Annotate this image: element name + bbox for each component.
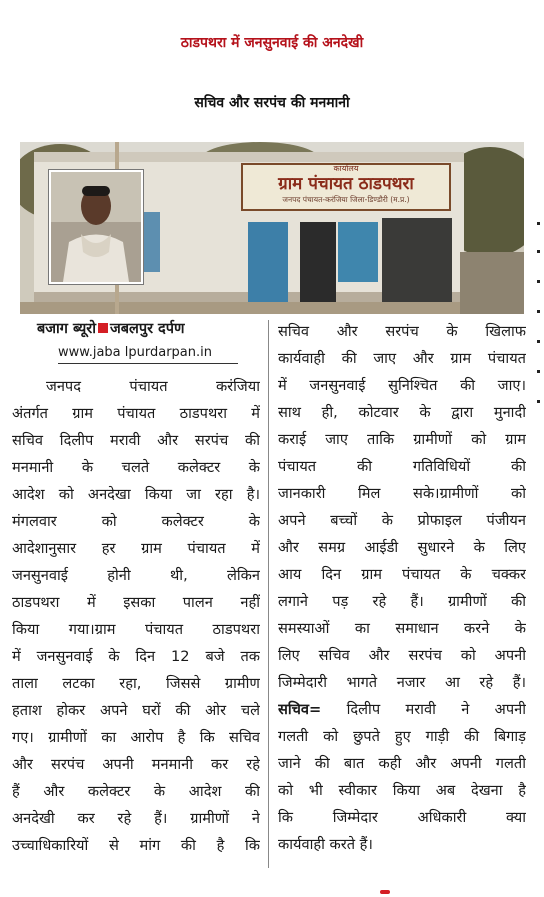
reporter-inset-photo bbox=[49, 170, 143, 284]
text-line: में जनसुनवाई सुनिश्चित की जाए। bbox=[278, 377, 526, 394]
text-line: जानकारी मिल सके।ग्रामीणों को bbox=[278, 485, 526, 502]
text-line: अपने बच्चों के प्रोफाइल पंजीयन bbox=[278, 512, 526, 529]
sign-line-2: ग्राम पंचायत ठाडपथरा bbox=[278, 174, 414, 194]
article-left-column bbox=[12, 373, 260, 859]
text-line: मंगलवार को कलेक्टर के bbox=[12, 513, 260, 530]
text-line: मनमानी के चलते कलेक्टर के bbox=[12, 459, 260, 476]
text-line: ठाडपथरा में इसका पालन नहीं bbox=[12, 594, 260, 611]
text-line: आय दिन ग्राम पंचायत के चक्कर bbox=[278, 566, 526, 583]
text-line: और समग्र आईडी सुधारने के लिए bbox=[278, 539, 526, 556]
text-line: और सरपंच अपनी मनमानी कर रहे bbox=[12, 756, 260, 773]
lead-rest: दिलीप मरावी ने अपनी bbox=[321, 701, 526, 718]
text-line: लगाने पड़ रहे हैं। ग्रामीणों की bbox=[278, 593, 526, 610]
text-line: कि जिम्मेदार अधिकारी क्या bbox=[278, 809, 526, 826]
text-line: हैं और कलेक्टर के आदेश की bbox=[12, 783, 260, 800]
red-square-icon bbox=[98, 323, 108, 333]
text-line: पंचायत की गतिविधियों की bbox=[278, 458, 526, 475]
byline-bureau: बजाग ब्यूरो bbox=[37, 321, 96, 337]
text-line: लिए सचिव और सरपंच को अपनी bbox=[278, 647, 526, 664]
text-line: में जनसुनवाई के दिन 12 बजे तक bbox=[12, 648, 260, 665]
byline-paper: जबलपुर दर्पण bbox=[109, 321, 185, 337]
text-line: कार्यवाही की जाए और ग्राम पंचायत bbox=[278, 350, 526, 367]
text-line: अनदेखी कर रहे हैं। ग्रामीणों ने bbox=[12, 810, 260, 827]
byline bbox=[37, 318, 257, 340]
edge-mark bbox=[537, 280, 540, 283]
article-right-column bbox=[278, 318, 526, 858]
sign-line-3: जनपद पंचायत-करंजिया जिला-डिण्डौरी (म.प्र.) bbox=[282, 195, 410, 204]
column-divider bbox=[268, 320, 269, 868]
website-url: www.jaba lpurdarpan.in bbox=[58, 343, 238, 364]
text-line: आदेशानुसार हर ग्राम पंचायत में bbox=[12, 540, 260, 557]
main-headline: सचिव और सरपंच की मनमानी bbox=[194, 95, 350, 111]
text-line: जिम्मेदारी भागते नजार आ रहे हैं। bbox=[278, 674, 526, 691]
text-line-lead bbox=[278, 696, 526, 723]
text-line: जनपद पंचायत करंजिया bbox=[46, 378, 260, 395]
text-line: गलती को छुपते हुए गाड़ी की बिगाड़ bbox=[278, 728, 526, 745]
text-line: जनसुनवाई होनी थी, लेकिन bbox=[12, 567, 260, 584]
text-line: हताश होकर अपने घरों की ओर चले bbox=[12, 702, 260, 719]
text-line: जाने की बात कही और अपनी गलती bbox=[278, 755, 526, 772]
text-line: गए। ग्रामीणों का आरोप है कि सचिव bbox=[12, 729, 260, 746]
office-sign bbox=[242, 164, 450, 210]
sign-line-1: कार्यालय bbox=[333, 164, 359, 173]
text-line: कार्यवाही करते हैं। bbox=[278, 836, 373, 853]
text-line: को भी स्वीकार किया अब देखना है bbox=[278, 782, 526, 799]
lead-word: सचिव= bbox=[278, 701, 322, 718]
text-line: कराई जाए ताकि ग्रामीणों को ग्राम bbox=[278, 431, 526, 448]
text-line: ताला लटका रहा, जिससे ग्रामीण bbox=[12, 675, 260, 692]
edge-mark bbox=[537, 310, 540, 313]
edge-mark bbox=[537, 340, 540, 343]
text-line: समस्याओं का समाधान करने के bbox=[278, 620, 526, 637]
text-line: सचिव और सरपंच के खिलाफ bbox=[278, 323, 526, 340]
text-line: अंतर्गत ग्राम पंचायत ठाडपथरा में bbox=[12, 405, 260, 422]
edge-mark bbox=[537, 250, 540, 253]
kicker-headline: ठाडपथरा में जनसुनवाई की अनदेखी bbox=[180, 35, 364, 51]
text-line: किया गया।ग्राम पंचायत ठाडपथरा bbox=[12, 621, 260, 638]
edge-mark bbox=[537, 222, 540, 225]
red-mark bbox=[380, 890, 390, 894]
text-line: उच्चाधिकारियों से मांग की है कि bbox=[12, 837, 260, 854]
edge-mark bbox=[537, 370, 540, 373]
text-line: साथ ही, कोटवार के द्वारा मुनादी bbox=[278, 404, 526, 421]
text-line: सचिव दिलीप मरावी और सरपंच की bbox=[12, 432, 260, 449]
edge-mark bbox=[537, 400, 540, 403]
text-line: आदेश को अनदेखा किया जा रहा है। bbox=[12, 486, 260, 503]
